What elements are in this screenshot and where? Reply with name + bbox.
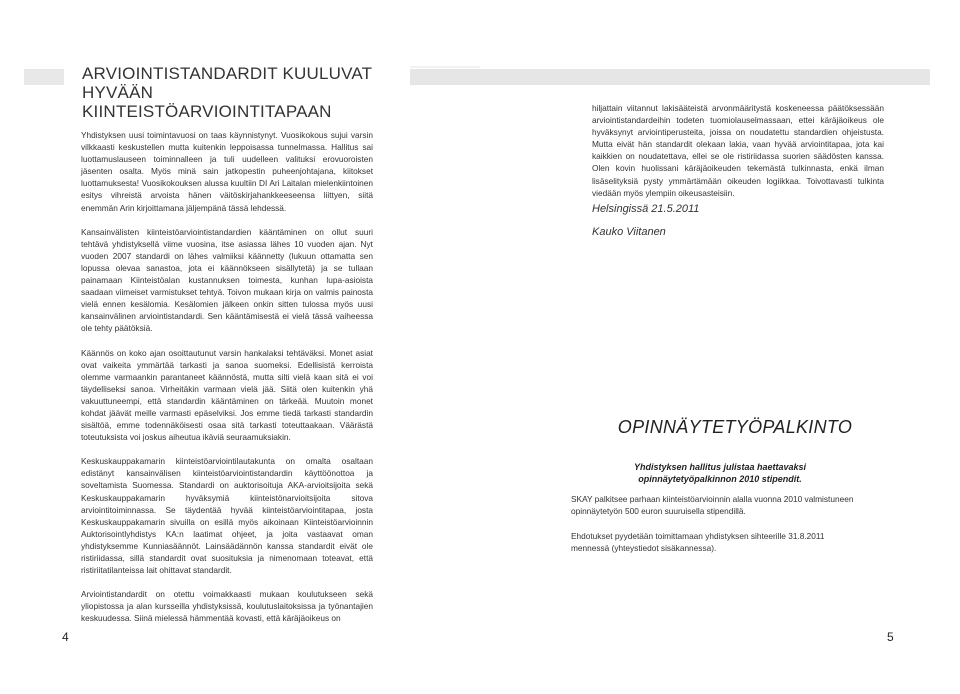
paragraph: Kansainvälisten kiinteistöarviointistandardien kääntäminen on ollut suuri tehtävä yhdistyksellä viime vuosina, itse asiassa lähes 10 vuoden ajan. Nyt vuoden 2007 standardi on lähes valmiiksi käännetty (lukuun ottamatta sen lopussa olevaa sanastoa, jota ei käännökseen sisällytetä) ja se tullaan painamaan Kiinteistöalan kustannuksen toimesta, kunhan lupa-asioista saadaan viimeiset varmistukset tehtyä. Toivon mukaan kirja on valmis painosta vielä ennen kesälomia. Kesälomien jälkeen onkin sitten tulossa myös uusi kansainvälinen arviointistandardi. Sen kääntämisestä ei vielä tässä vaiheessa ole tehty päätöksiä. [81,226,373,334]
award-body-2: Ehdotukset pyydetään toimittamaan yhdistyksen sihteerille 31.8.2011 mennessä (yhteystiedot sisäkannessa). [571,531,825,554]
page-number-left: 4 [62,630,69,644]
paragraph: Arviointistandardit on otettu voimakkaasti mukaan koulutukseen sekä yliopistossa ja alan kursseilla yhdistyksissä, koulutuslaitoksissa ja työnantajien keskuudessa. Siinä mielessä hämmentää kovasti, että käräjäoikeus on [81,589,373,624]
signature-place-date: Helsingissä 21.5.2011 [592,203,700,215]
award-subtitle-line2: opinnäytetyöpalkinnon 2010 stipendit. [638,474,802,484]
right-header-bar [410,69,930,85]
award-title: OPINNÄYTETYÖPALKINTO [617,417,853,437]
paragraph: hiljattain viitannut lakisääteistä arvonmääritystä koskeneessa päätöksessään arviointistandardeihin todeten tuomiolauselmassaan, ettei käräjäoikeus ole hyväksynyt arviointiperusteita, joissa on noudatettu standardien ohjeistusta. Mutta eivät hän standardit olekaan lakia, vaan hyvää arviointitapaa, jota kai kaikkien on noudatettava, ellei se ole ristiriidassa suorien säädösten kanssa. Olen kovin huolissani käräjäoikeuden tekemästä tulkinnasta, enkä ilman lisäselityksiä pysty ymmärtämään oikeuden logiikkaa. Toivottavasti tulkinta viedään myös ylempiin oikeusasteisiin. [592,103,884,198]
right-header-bar-accent [410,66,480,68]
article-title [82,64,402,121]
award-subtitle [570,461,870,485]
award-subtitle-line1: Yhdistyksen hallitus julistaa haettavaksi [633,462,807,472]
award-body-1: SKAY palkitsee parhaan kiinteistöarvioinnin alalla vuonna 2010 valmistuneen opinnäytetyön 500 euron suuruisella stipendillä. [571,494,854,517]
page-number-right: 5 [887,630,894,644]
article-title-line2: HYVÄÄN KIINTEISTÖARVIOINTITAPAAN [82,83,332,121]
article-title-line1: ARVIOINTISTANDARDIT KUULUVAT [82,64,373,83]
paragraph: Yhdistyksen uusi toimintavuosi on taas käynnistynyt. Vuosikokous sujui varsin vilkkaasti keskustellen mutta kuitenkin leppoisassa tunnelmassa. Hallitus sai luottamuslauseen toiminnalleen ja tuli uudelleen valituksi erovuoroisten jäsenten osalta. Myös minä sain jatkopestin puheenjohtajana, kiitokset luottamuksesta! Vuosikokouksen alussa kuultiin DI Ari Laitalan mielenkiintoinen esitys vihreistä arvoista hänen väitöskirjahankkeeseensa liittyen, siitä enemmän Arin kirjoittamana jäljempänä tässä lehdessä. [81,130,373,213]
signature-name: Kauko Viitanen [592,226,666,238]
left-column [81,129,373,636]
paragraph: Käännös on koko ajan osoittautunut varsin hankalaksi tehtäväksi. Monet asiat ovat vaikeita ymmärtää tarkasti ja sanoa suomeksi. Edellisistä kerroista olemme varmaankin parantaneet käännöstä, mutta silti vielä kaan sitä ei voi täydelliseksi sanoa. Virheitäkin varmaan vielä jää. Siitä olen kuitenkin yhä vakuuttuneempi, että standardin kääntäminen on tärkeää. Muutoin monet kohdat jäävät meille varmasti epäselviksi. Jos emme tiedä tarkasti standardin sisältöä, emme todennäköisesti osaa sitä tarkasti toteuttaakaan. Väärästä toteutuksista voi joskus aiheutua ikäviä seuraamuksiakin. [81,347,373,443]
right-column [592,102,884,211]
paragraph: Keskuskauppakamarin kiinteistöarviointilautakunta on omalta osaltaan edistänyt kansainvälisen kiinteistöarviointistandardin käyttöönottoa ja soveltamista Suomessa. Standardi on auktorisoituja AKA-arvioitsijoita sekä Keskuskauppakamarin hyväksymiä kiinteistönarvioitsijoita sitova arviointitoiminnassa. Se täydentää hyvää kiinteistöarviointitapaa, josta Keskuskauppakamarin sivuilla on esillä myös aikoinaan Kiinteistöarvioinnin Auktorisointlyhdistys KA:n laatimat ohjeet, ja joita vastaavat oman yhdistyksemme Kunniasäännöt. Lainsäädännön kanssa standardit eivät ole ristiriidassa, sillä standardit ovat suosituksia ja nimenomaan toteavat, että ristiriitatilanteissa lait ohittavat standardit. [81,456,373,576]
left-header-bar [24,69,64,85]
